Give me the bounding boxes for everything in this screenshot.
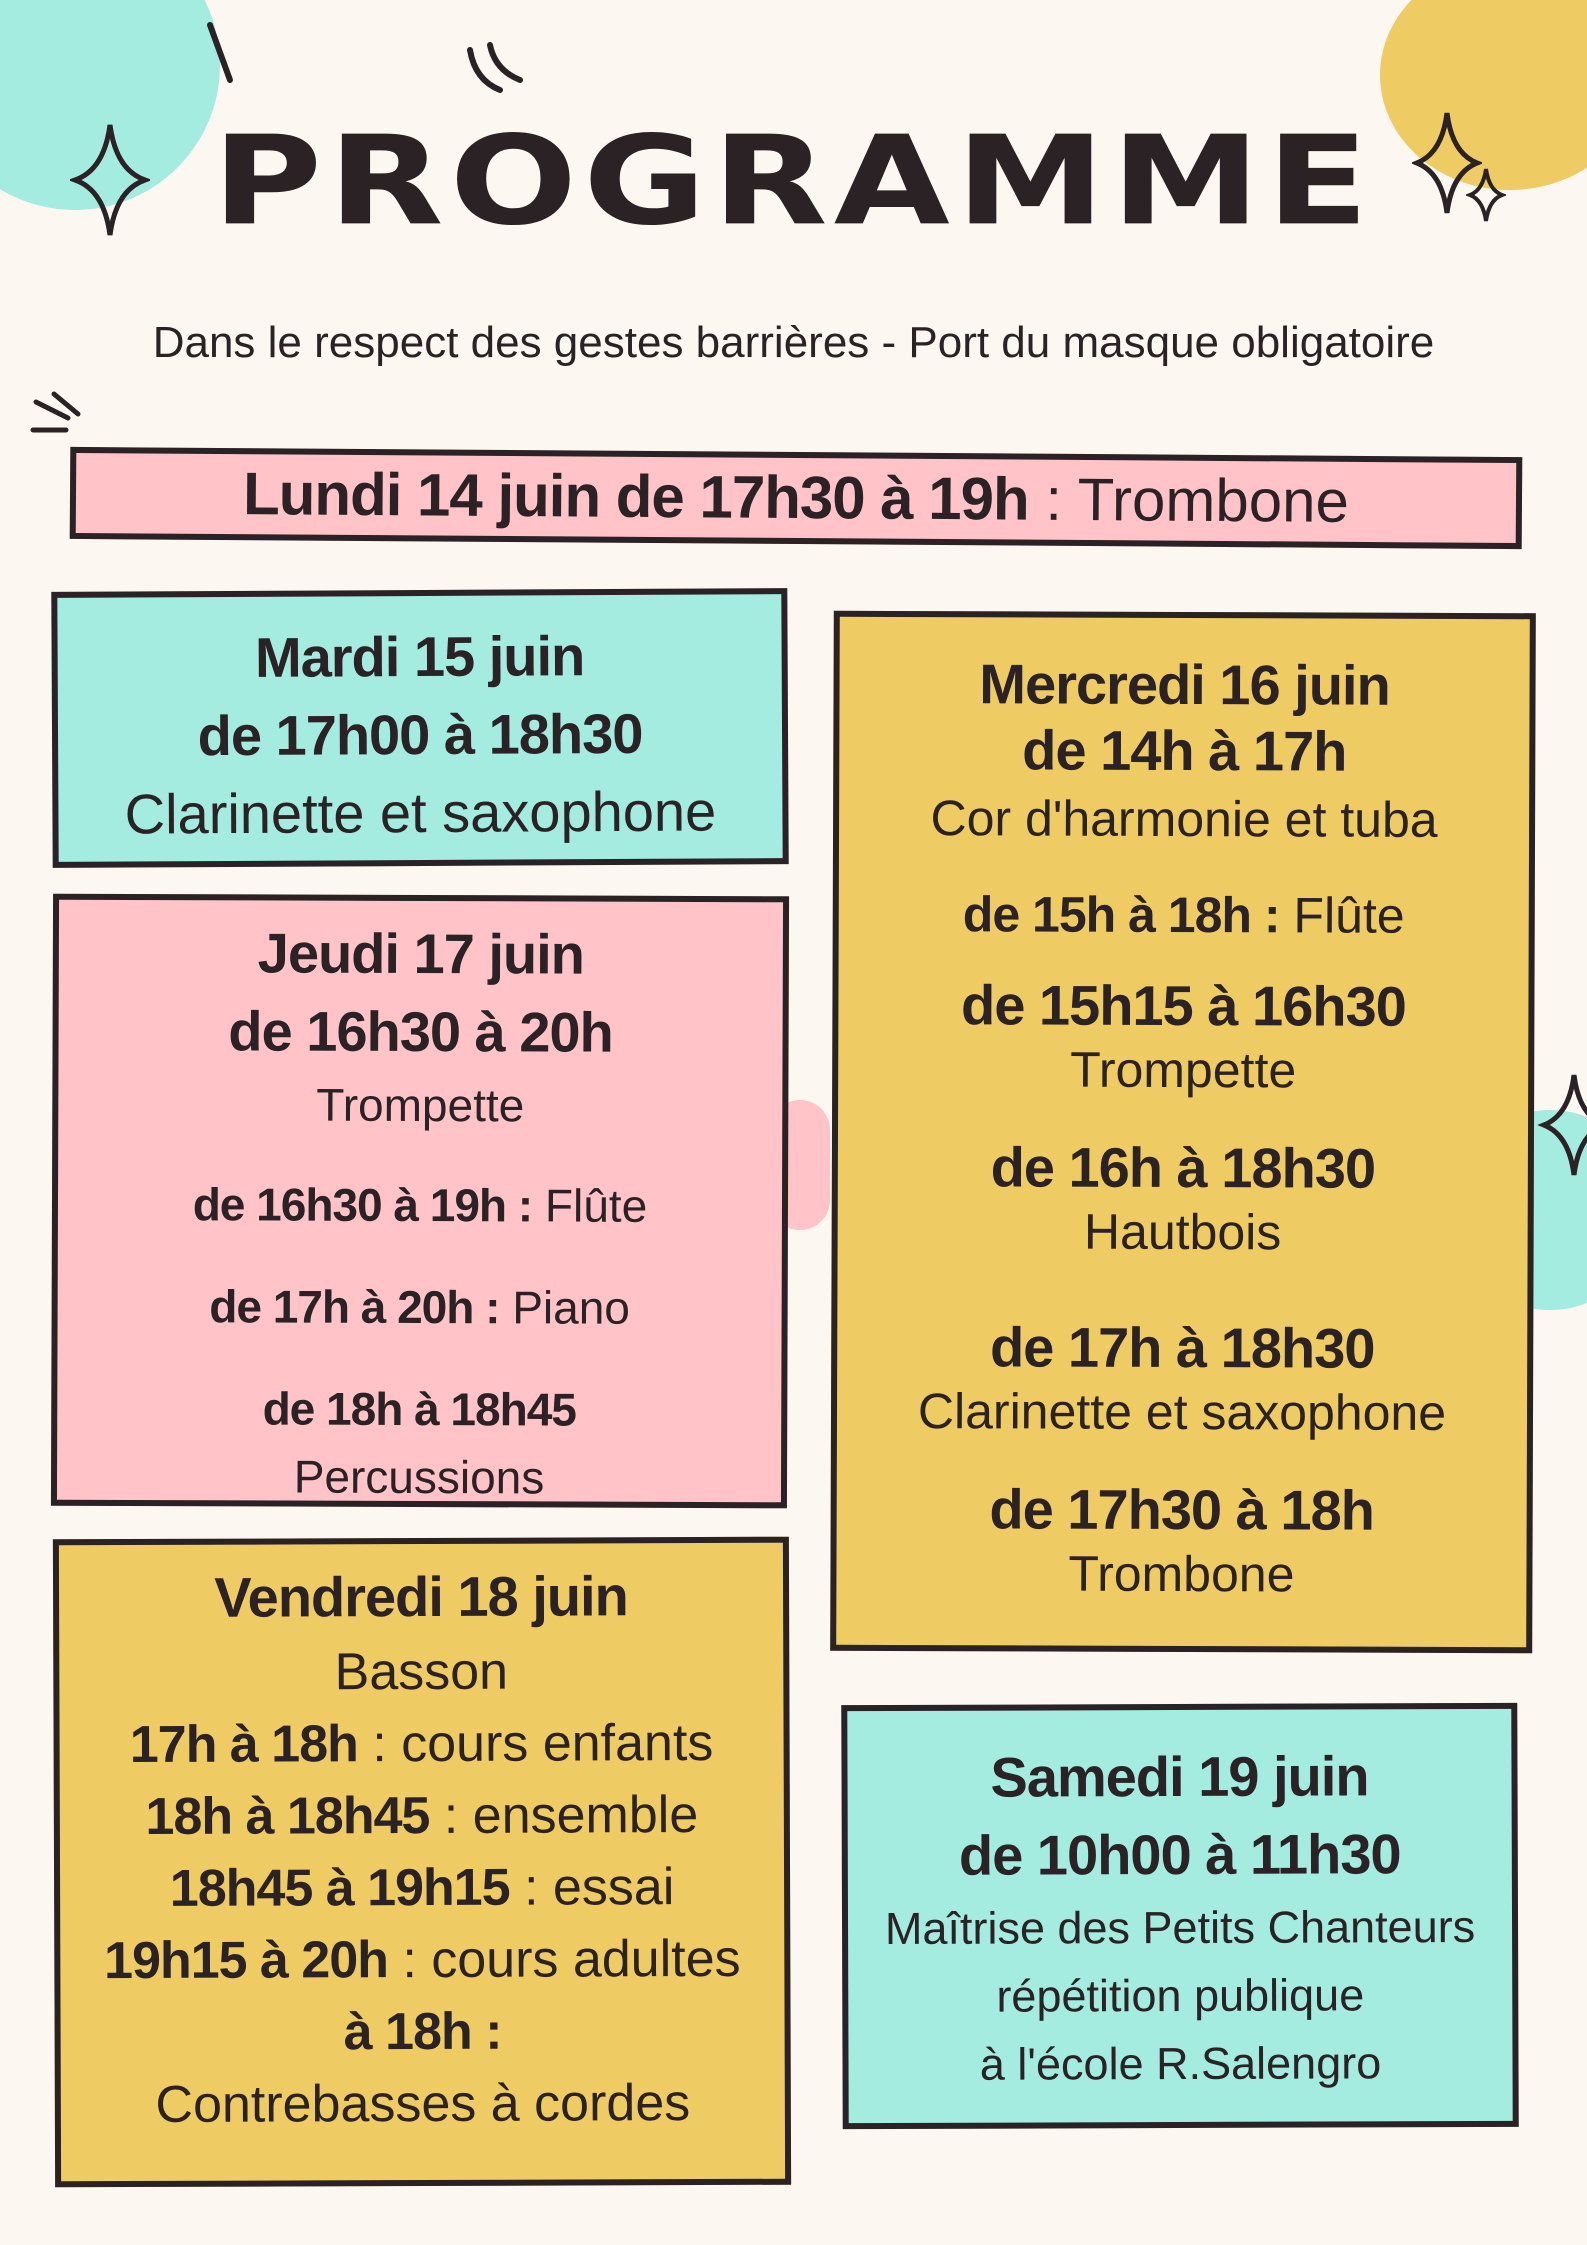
thursday-time: de 16h30 à 20h <box>228 999 613 1064</box>
page-title: PROGRAMME <box>212 110 1375 253</box>
wednesday-item-text: Trombone <box>1068 1545 1295 1603</box>
wednesday-item-text: Hautbois <box>1083 1203 1282 1261</box>
friday-item <box>60 1923 784 1998</box>
stroke-icon-banner <box>28 390 98 450</box>
thursday-last-text: Percussions <box>293 1450 545 1504</box>
saturday-day: Samedi 19 juin <box>990 1744 1369 1809</box>
saturday-line: Maîtrise des Petits Chanteurs <box>884 1900 1476 1955</box>
friday-item-text: : cours enfants <box>357 1713 714 1774</box>
monday-instrument: Trombone <box>1077 465 1350 535</box>
monday-time: Lundi 14 juin de 17h30 à 19h <box>242 460 1029 533</box>
friday-card <box>53 1537 791 2188</box>
tuesday-instrument: Clarinette et saxophone <box>124 779 717 846</box>
thursday-item-text: Piano <box>499 1281 631 1334</box>
thursday-card <box>51 894 789 1509</box>
wednesday-item-time: de 15h15 à 16h30 <box>960 973 1406 1038</box>
friday-instrument: Basson <box>334 1642 509 1702</box>
wednesday-flute-text: Flûte <box>1279 887 1405 944</box>
friday-day: Vendredi 18 juin <box>214 1564 628 1629</box>
tuesday-time: de 17h00 à 18h30 <box>197 701 643 768</box>
wednesday-card <box>830 611 1536 1653</box>
sparkle-icon-right-edge <box>1534 1070 1587 1180</box>
thursday-last-time: de 18h à 18h45 <box>262 1382 577 1436</box>
wednesday-item-time: de 17h30 à 18h <box>989 1477 1375 1542</box>
friday-extra-text: Contrebasses à cordes <box>155 2074 691 2134</box>
saturday-time: de 10h00 à 11h30 <box>958 1822 1401 1887</box>
wednesday-flute <box>839 879 1529 951</box>
thursday-day: Jeudi 17 juin <box>257 921 585 986</box>
wednesday-flute-time: de 15h à 18h : <box>962 886 1280 944</box>
friday-item-text: : essai <box>509 1858 675 1917</box>
wednesday-item-time: de 16h à 18h30 <box>990 1135 1376 1200</box>
wednesday-instrument: Cor d'harmonie et tuba <box>930 790 1438 848</box>
thursday-item-time: de 17h à 20h : <box>209 1280 500 1334</box>
wednesday-day: Mercredi 16 juin <box>979 652 1390 717</box>
wednesday-item-time: de 17h à 18h30 <box>989 1315 1375 1380</box>
friday-item <box>60 1779 784 1854</box>
thursday-instrument: Trompette <box>316 1078 525 1132</box>
saturday-card <box>841 1703 1518 2129</box>
friday-item-time: 18h45 à 19h15 <box>169 1858 510 1918</box>
friday-item-time: 17h à 18h <box>129 1715 358 1775</box>
stroke-icon-top <box>200 20 240 90</box>
friday-item-time: 18h à 18h45 <box>145 1786 430 1846</box>
thursday-item <box>58 1170 782 1241</box>
monday-banner <box>70 447 1523 549</box>
stroke-icon-title <box>460 40 530 110</box>
wednesday-item-text: Trompette <box>1070 1041 1297 1099</box>
friday-item <box>59 1707 783 1782</box>
friday-extra-time: à 18h : <box>343 2002 502 2062</box>
thursday-item-time: de 16h30 à 19h : <box>192 1178 533 1232</box>
thursday-item <box>58 1272 782 1343</box>
friday-item-text: : cours adultes <box>387 1929 741 1990</box>
page-subtitle: Dans le respect des gestes barrières - Port du masque obligatoire <box>152 318 1435 367</box>
friday-item <box>60 1851 784 1926</box>
wednesday-item-text: Clarinette et saxophone <box>917 1383 1447 1441</box>
friday-item-time: 19h15 à 20h <box>103 1931 389 1991</box>
tuesday-card <box>51 588 788 868</box>
tuesday-day: Mardi 15 juin <box>254 624 585 689</box>
thursday-item-text: Flûte <box>532 1179 648 1232</box>
friday-item-text: : ensemble <box>429 1786 699 1845</box>
wednesday-time: de 14h à 17h <box>1022 718 1347 783</box>
saturday-line: à l'école R.Salengro <box>979 2037 1382 2090</box>
saturday-line: répétition publique <box>996 1969 1365 2022</box>
monday-separator: : <box>1028 465 1078 533</box>
